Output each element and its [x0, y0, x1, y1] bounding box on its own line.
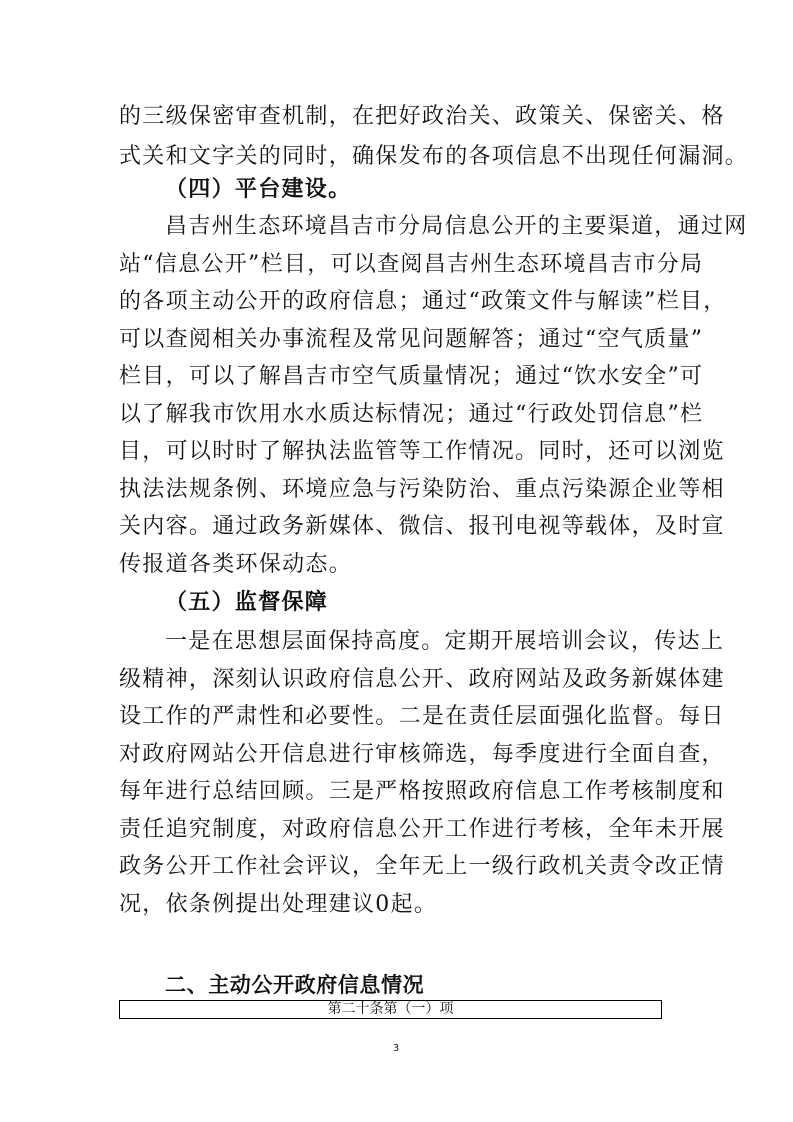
page-number: 3: [392, 1043, 400, 1054]
paragraph-line: 设工作的严肃性和必要性。二是在责任层面强化监督。每日: [119, 704, 725, 729]
paragraph-line: 对政府网站公开信息进行审核筛选，每季度进行全面自查，: [119, 742, 725, 767]
paragraph-line: 的三级保密审查机制，在把好政治关、政策关、保密关、格: [119, 104, 725, 129]
paragraph-line: 昌吉州生态环境昌吉市分局信息公开的主要渠道，通过网: [165, 214, 748, 239]
paragraph-line: 栏目，可以了解昌吉市空气质量情况；通过“饮水安全”可: [119, 364, 704, 389]
paragraph-line: 况，依条例提出处理建议0起。: [119, 892, 438, 917]
paragraph-line: 以了解我市饮用水水质达标情况；通过“行政处罚信息”栏: [119, 402, 704, 427]
paragraph-line: 传报道各类环保动态。: [119, 552, 353, 577]
paragraph-line: 可以查阅相关办事流程及常见问题解答；通过“空气质量”: [119, 327, 704, 352]
paragraph-line: 式关和文字关的同时，确保发布的各项信息不出现任何漏洞。: [119, 144, 749, 169]
section-heading-proactive-disclosure: 二、主动公开政府信息情况: [165, 973, 425, 997]
paragraph-line: 政务公开工作社会评议，全年无上一级行政机关责令改正情: [119, 854, 725, 879]
paragraph-line: 关内容。通过政务新媒体、微信、报刊电视等载体，及时宣: [119, 514, 725, 539]
paragraph-line: 站“信息公开”栏目，可以查阅昌吉州生态环境昌吉市分局: [119, 252, 704, 277]
paragraph-line: 执法法规条例、环境应急与污染防治、重点污染源企业等相: [119, 477, 725, 502]
paragraph-line: 的各项主动公开的政府信息；通过“政策文件与解读”栏目，: [119, 289, 727, 314]
table-header-cell: 第二十条第（一）项: [327, 1001, 454, 1017]
section-heading-supervision: （五）监督保障: [165, 590, 329, 615]
paragraph-line: 责任追究制度，对政府信息公开工作进行考核，全年未开展: [119, 817, 725, 842]
disclosure-table: [119, 1000, 662, 1019]
paragraph-line: 目，可以时时了解执法监管等工作情况。同时，还可以浏览: [119, 439, 725, 464]
paragraph-line: 一是在思想层面保持高度。定期开展培训会议，传达上: [165, 629, 725, 654]
paragraph-line: 每年进行总结回顾。三是严格按照政府信息工作考核制度和: [119, 779, 725, 804]
section-heading-platform: （四）平台建设。: [165, 177, 352, 202]
paragraph-line: 级精神，深刻认识政府信息公开、政府网站及政务新媒体建: [119, 667, 725, 692]
